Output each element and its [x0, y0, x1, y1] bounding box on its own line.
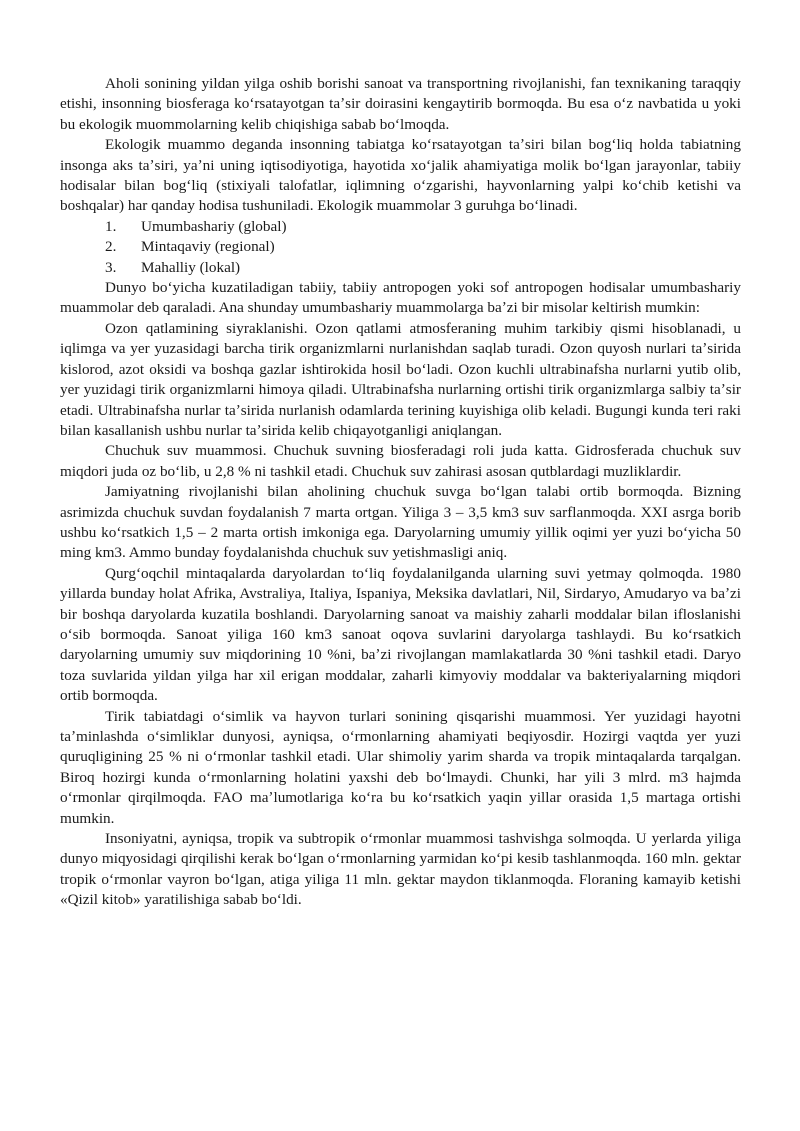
document-page [60, 74, 741, 911]
paragraph-intro-2: Ekologik muammo deganda insonning tabiatga koʻrsatayotgan taʼsiri bilan bogʻliq holda tabiatning insonga aks taʼsiri, yaʼni uning iqtisodiyotiga, hayotida xoʻjalik ahamiyatiga molik boʻlgan jarayonlar, tabiiy hodisalar bilan bogʻliq (stixiyali talofatlar, iqlimning oʻzgarishi, hayvonlarning yalpi koʻchib ketishi va boshqalar) har qanday hodisa tushuniladi. Ekologik muammolar 3 guruhga boʻlinadi. [60, 136, 741, 215]
paragraph-tropical-forests: Insoniyatni, ayniqsa, tropik va subtropik oʻrmonlar muammosi tashvishga solmoqda. U yerlarda yiliga dunyo miqyosidagi qirqilishi kerak boʻlgan oʻrmonlarning yarmidan koʻpi kesib tashlanmoqda. 160 mln. gektar tropik oʻrmonlar vayron boʻlgan, atiga yiliga 11 mln. gektar maydon tiklanmoqda. Floraning kamayib ketishi «Qizil kitob» yaratilishiga sabab boʻldi. [60, 830, 741, 909]
list-item-text: Mintaqaviy (regional) [141, 238, 275, 256]
list-number: 3. [105, 258, 117, 276]
paragraph-intro-1: Aholi sonining yildan yilga oshib borishi sanoat va transportning rivojlanishi, fan texnikaning taraqqiy etishi, insonning biosferaga koʻrsatayotgan taʼsir doirasini kengaytirib bormoqda. Bu esa oʻz navbatida u yoki bu ekologik muommolarning kelib chiqishiga sabab boʻlmoqda. [60, 75, 741, 133]
list-item-regional [60, 237, 741, 257]
paragraph-ozone: Ozon qatlamining siyraklanishi. Ozon qatlami atmosferaning muhim tarkibiy qismi hisoblanadi, u iqlimga va yer yuzasidagi barcha tirik organizmlarni nurlanishdan saqlab turadi. Ozon quyosh nurlari taʼsirida kislorod, azot oksidi va boshqa gazlar ishtirokida hosil boʻladi. Ozon kuchli ultrabinafsha nurlarni yutib olib, yer yuzidagi tirik organizmlarni himoya qiladi. Ultrabinafsha nurlarning ortishi tirik organizmlarga salbiy taʼsir etadi. Ultrabinafsha nurlar taʼsirida nurlanish odamlarda terining kuyishiga olib keladi. Bugungi kunda teri raki bilan kasallanish ushbu nurlar taʼsirida kelib chiqayotganligi aniqlangan. [60, 319, 741, 439]
paragraph-fresh-water: Chuchuk suv muammosi. Chuchuk suvning biosferadagi roli juda katta. Gidrosferada chuchuk suv miqdori juda oz boʻlib, u 2,8 % ni tashkil etadi. Chuchuk suv zahirasi asosan qutblardagi muzliklardir. [60, 442, 741, 480]
list-number: 2. [105, 238, 117, 256]
list-item-global [60, 217, 741, 237]
paragraph-water-demand: Jamiyatning rivojlanishi bilan aholining chuchuk suvga boʻlgan talabi ortib bormoqda. Bizning asrimizda chuchuk suvdan foydalanish 7 marta ortgan. Yiliga 3 – 3,5 km3 suv sarflanmoqda. XXI asrga borib ushbu koʻrsatkich 1,5 – 2 marta ortish imkoniga ega. Daryolarning umumiy yillik oqimi yer yuzi boʻyicha 50 ming km3. Ammo bunday foydalanishda chuchuk suv yetishmasligi aniq. [60, 483, 741, 562]
list-item-text: Mahalliy (lokal) [141, 258, 241, 276]
paragraph-species-decline: Tirik tabiatdagi oʻsimlik va hayvon turlari sonining qisqarishi muammosi. Yer yuzidagi hayotni taʼminlashda oʻsimliklar dunyosi, ayniqsa, oʻrmonlarning ahamiyati beqiyosdir. Hozirgi vaqtda yer yuzi quruqligining 25 % ni oʻrmonlar tashkil etadi. Ular shimoliy yarim sharda va tropik mintaqalarda tarqalgan. Biroq hozirgi kunda oʻrmonlarning holatini yaxshi deb boʻlmaydi. Chunki, har yili 3 mlrd. m3 hajmda oʻrmonlar qirqilmoqda. FAO maʼlumotlariga koʻra bu koʻrsatkich yaqin yillar orasida 1,5 martaga ortishi mumkin. [60, 707, 741, 827]
list-number: 1. [105, 217, 117, 235]
paragraph-arid-regions: Qurgʻoqchil mintaqalarda daryolardan toʻliq foydalanilganda ularning suvi yetmay qolmoqda. 1980 yillarda bunday holat Afrika, Avstraliya, Italiya, Ispaniya, Meksika davlatlari, Nil, Sirdaryo, Amudaryo va baʼzi bir boshqa daryolarda kuzatila boshlandi. Daryolarning sanoat va maishiy zaharli moddalar bilan ifloslanishi oʻsib bormoqda. Sanoat yiliga 160 km3 sanoat oqova suvlarini daryolarga tashlaydi. Bu koʻrsatkich daryolarning umumiy suv miqdorining 10 %ni, baʼzi rivojlangan mamlakatlarda 30 %ni tashkil etadi. Daryo toza suvlarida yildan yilga har xil erigan moddalar, zaharli kimyoviy moddalar va bakteriyalarning miqdori ortib bormoqda. [60, 564, 741, 705]
list-item-local [60, 258, 741, 278]
list-item-text: Umumbashariy (global) [141, 217, 287, 235]
paragraph-global-problems: Dunyo boʻyicha kuzatiladigan tabiiy, tabiiy antropogen yoki sof antropogen hodisalar umumbashariy muammolar deb qaraladi. Ana shunday umumbashariy muammolarga baʼzi bir misolar keltirish mumkin: [60, 279, 741, 317]
